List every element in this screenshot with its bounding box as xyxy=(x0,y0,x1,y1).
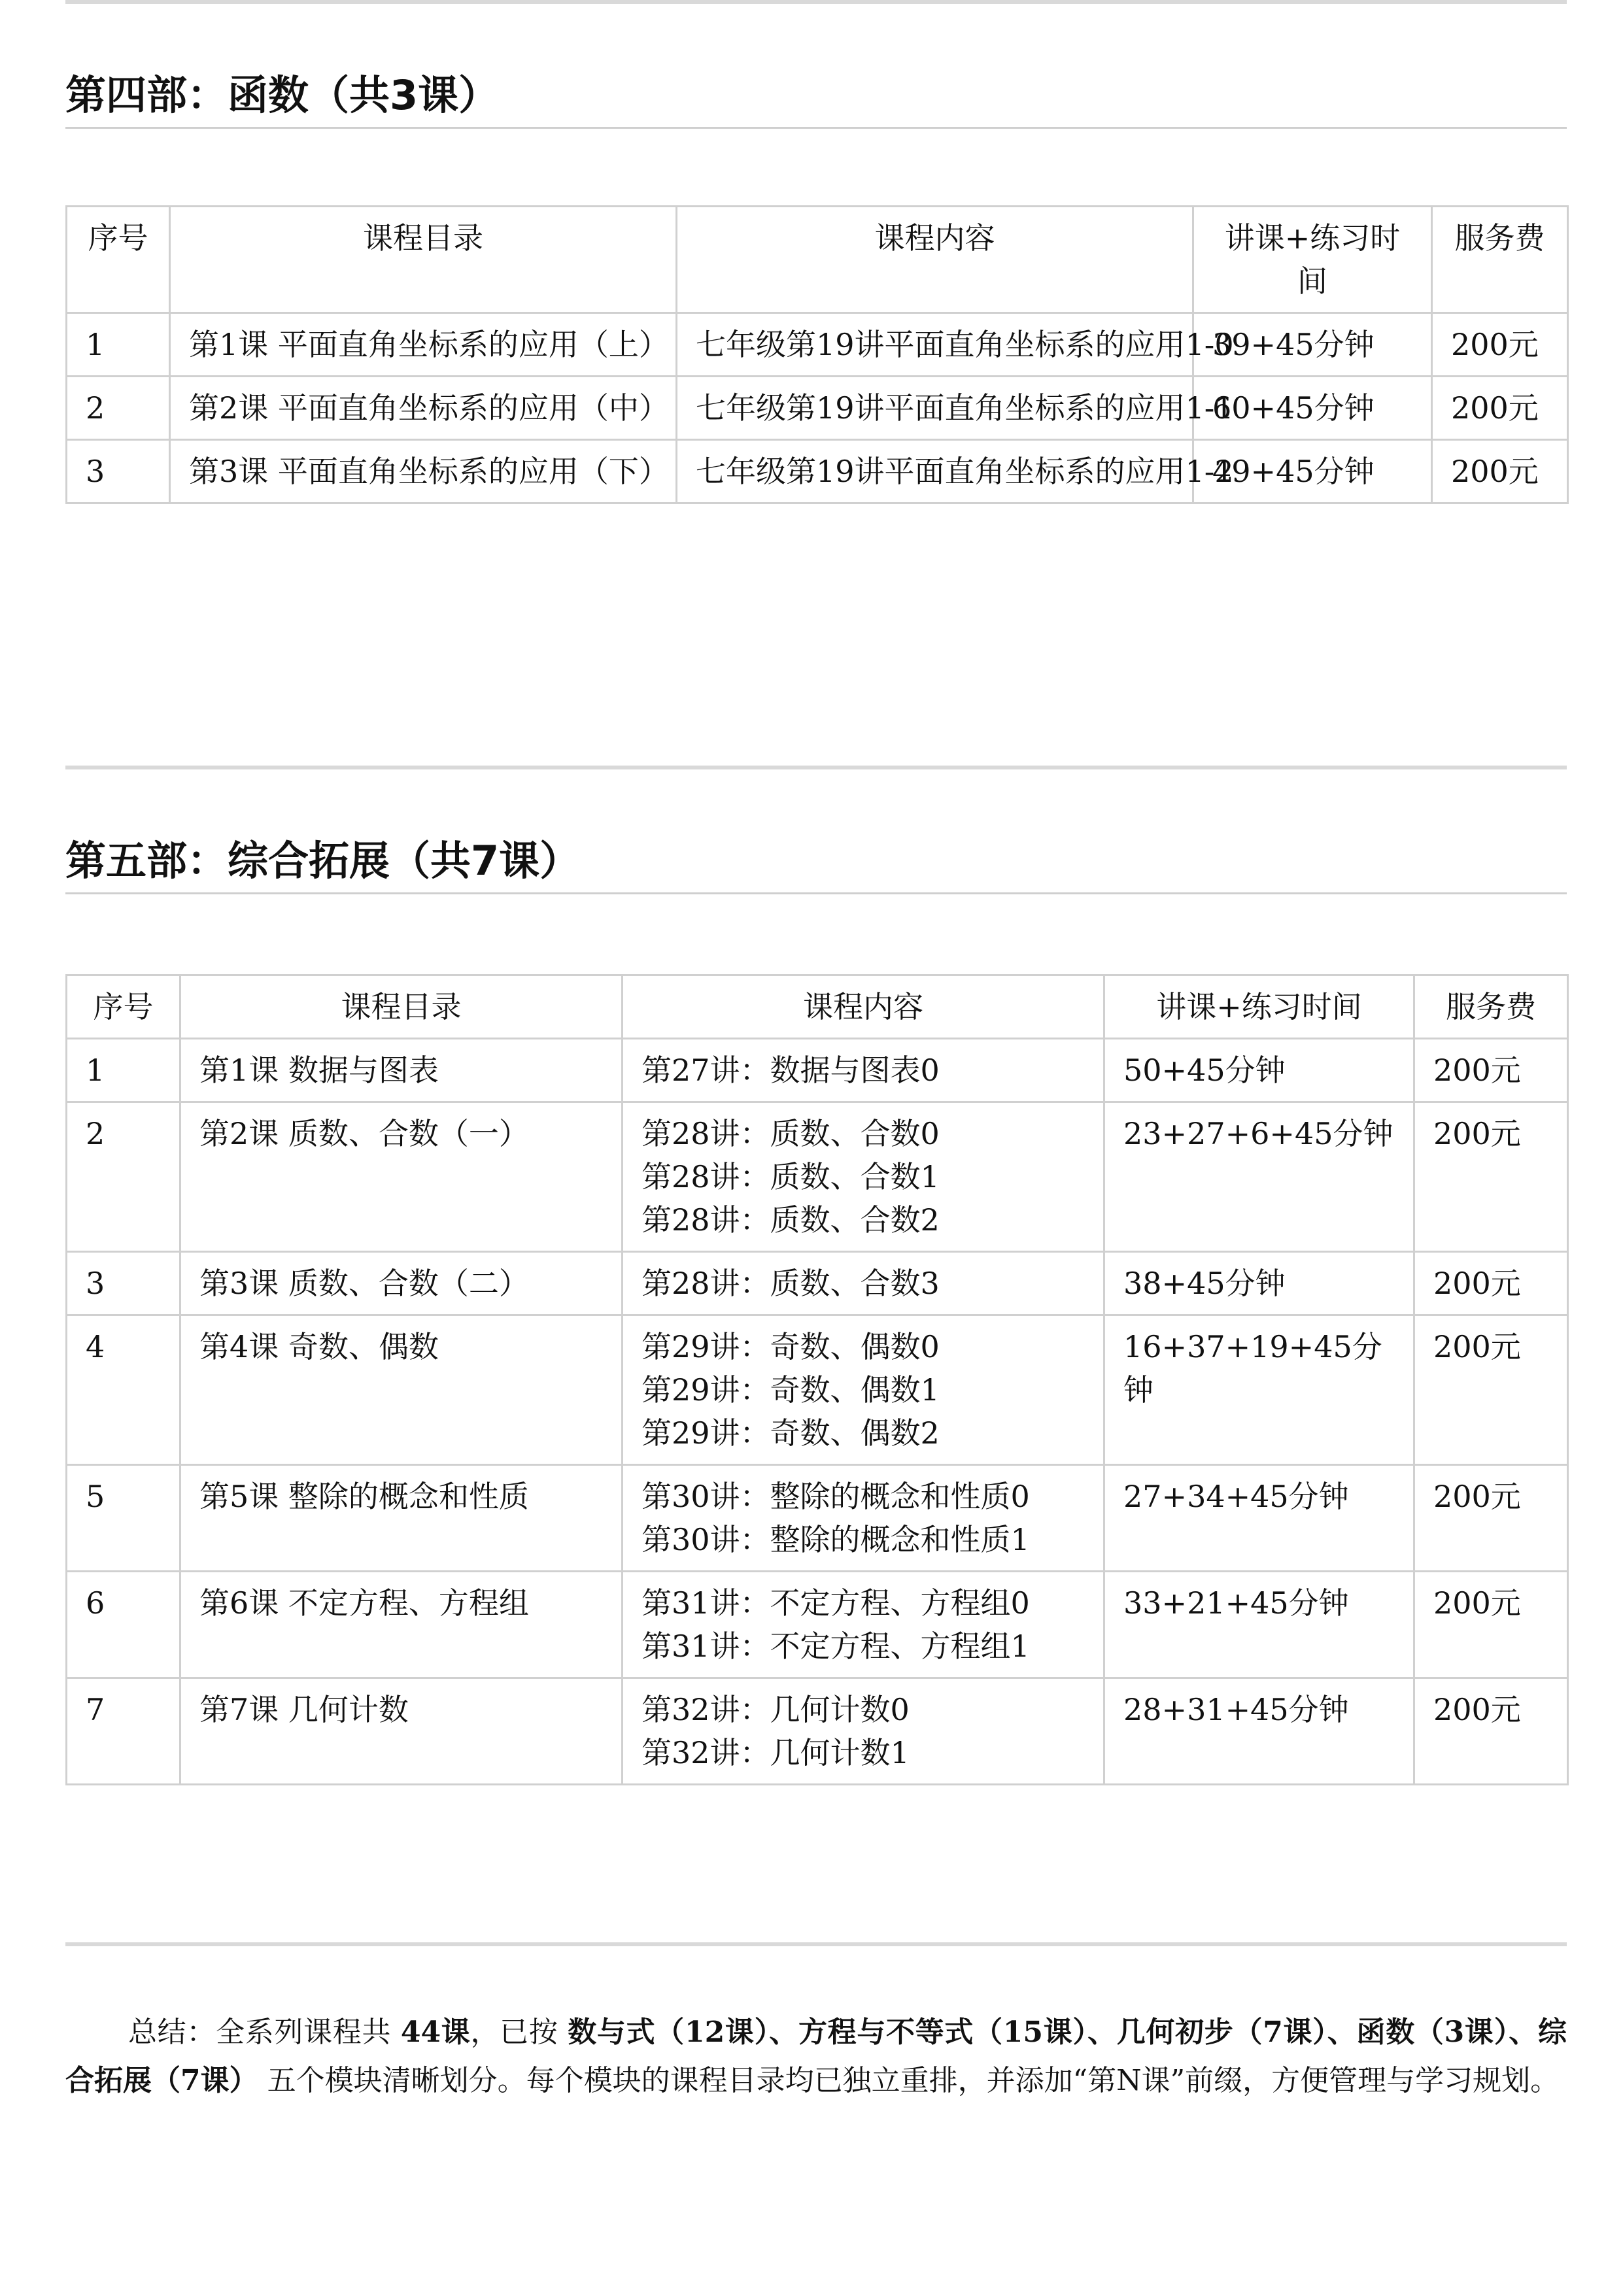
cell-fee: 200元 xyxy=(1414,1678,1568,1785)
summary-text-3: 五个模块清晰划分。每个模块的课程目录均已独立重排，并添加“第N课”前缀，方便管理与学习规划。 xyxy=(258,2064,1560,2097)
header-catalog: 课程目录 xyxy=(180,975,623,1039)
content-line: 七年级第19讲平面直角坐标系的应用1-2 xyxy=(696,454,1234,489)
cell-content xyxy=(623,1465,1104,1572)
content-line: 第32讲：几何计数0 xyxy=(641,1692,910,1727)
cell-content xyxy=(677,313,1234,377)
section-divider xyxy=(65,766,1567,769)
top-divider xyxy=(65,0,1567,4)
cell-time: 60+45分钟 xyxy=(1193,377,1432,440)
table-header-row xyxy=(67,207,1568,313)
cell-fee: 200元 xyxy=(1432,440,1568,503)
cell-content xyxy=(623,1102,1104,1252)
cell-fee: 200元 xyxy=(1414,1039,1568,1102)
content-line: 第29讲：奇数、偶数2 xyxy=(641,1415,940,1451)
content-line: 第32讲：几何计数1 xyxy=(641,1735,910,1770)
table-row xyxy=(67,1102,1568,1252)
content-line: 第28讲：质数、合数1 xyxy=(641,1159,940,1194)
table-row xyxy=(67,1039,1568,1102)
cell-time: 27+34+45分钟 xyxy=(1104,1465,1414,1572)
summary-divider xyxy=(65,1942,1567,1946)
cell-content xyxy=(623,1315,1104,1465)
content-line: 第30讲：整除的概念和性质1 xyxy=(641,1522,1030,1557)
cell-no: 2 xyxy=(67,1102,180,1252)
cell-title: 第5课 整除的概念和性质 xyxy=(180,1465,623,1572)
cell-title: 第2课 质数、合数（一） xyxy=(180,1102,623,1252)
cell-no: 3 xyxy=(67,1252,180,1315)
content-line: 第29讲：奇数、偶数0 xyxy=(641,1329,940,1364)
content-line: 第31讲：不定方程、方程组1 xyxy=(641,1629,1030,1664)
header-time: 讲课+练习时间 xyxy=(1193,207,1432,313)
cell-fee: 200元 xyxy=(1414,1572,1568,1678)
cell-fee: 200元 xyxy=(1414,1315,1568,1465)
content-line: 七年级第19讲平面直角坐标系的应用1-0 xyxy=(696,327,1234,362)
table-row xyxy=(67,1252,1568,1315)
table-row xyxy=(67,1678,1568,1785)
cell-no: 7 xyxy=(67,1678,180,1785)
cell-time: 23+27+6+45分钟 xyxy=(1104,1102,1414,1252)
summary-text-2: ，已按 xyxy=(470,2016,568,2049)
header-content: 课程内容 xyxy=(623,975,1104,1039)
cell-time: 16+37+19+45分钟 xyxy=(1104,1315,1414,1465)
content-line: 第31讲：不定方程、方程组0 xyxy=(641,1585,1030,1621)
header-fee: 服务费 xyxy=(1414,975,1568,1039)
header-time: 讲课+练习时间 xyxy=(1104,975,1414,1039)
table-row xyxy=(67,1465,1568,1572)
section-5-table xyxy=(65,974,1569,1785)
header-no: 序号 xyxy=(67,975,180,1039)
cell-content xyxy=(623,1252,1104,1315)
header-catalog: 课程目录 xyxy=(170,207,677,313)
summary-total: 44课 xyxy=(400,2016,471,2049)
cell-time: 33+21+45分钟 xyxy=(1104,1572,1414,1678)
cell-time: 38+45分钟 xyxy=(1104,1252,1414,1315)
cell-no: 5 xyxy=(67,1465,180,1572)
summary-label: 总结 xyxy=(128,2016,187,2049)
cell-fee: 200元 xyxy=(1432,313,1568,377)
cell-fee: 200元 xyxy=(1432,377,1568,440)
header-fee: 服务费 xyxy=(1432,207,1568,313)
summary-modules: 数与式（12课）、方程与不等式（15课）、几何初步（7课）、函数（3课）、综合拓展（7课） xyxy=(65,2016,1567,2097)
cell-no: 1 xyxy=(67,313,170,377)
content-line: 第28讲：质数、合数0 xyxy=(641,1116,940,1151)
table-row xyxy=(67,377,1568,440)
cell-title: 第4课 奇数、偶数 xyxy=(180,1315,623,1465)
cell-content xyxy=(677,440,1234,503)
section-4-title: 第四部：函数（共3课） xyxy=(65,69,1567,129)
section-4-table xyxy=(65,205,1569,504)
content-line: 第30讲：整除的概念和性质0 xyxy=(641,1479,1030,1514)
cell-content xyxy=(623,1678,1104,1785)
content-line: 第28讲：质数、合数2 xyxy=(641,1202,940,1238)
table-row xyxy=(67,1572,1568,1678)
cell-content xyxy=(677,377,1234,440)
table-row xyxy=(67,1315,1568,1465)
cell-title: 第6课 不定方程、方程组 xyxy=(180,1572,623,1678)
content-line: 第27讲：数据与图表0 xyxy=(641,1053,940,1088)
content-line: 第28讲：质数、合数3 xyxy=(641,1266,940,1301)
cell-fee: 200元 xyxy=(1414,1252,1568,1315)
summary-paragraph xyxy=(65,2008,1567,2105)
cell-time: 49+45分钟 xyxy=(1193,440,1432,503)
cell-time: 39+45分钟 xyxy=(1193,313,1432,377)
cell-title: 第7课 几何计数 xyxy=(180,1678,623,1785)
table-row xyxy=(67,440,1568,503)
table-row xyxy=(67,313,1568,377)
cell-no: 6 xyxy=(67,1572,180,1678)
cell-content xyxy=(623,1039,1104,1102)
content-line: 七年级第19讲平面直角坐标系的应用1-1 xyxy=(696,390,1234,426)
table-header-row xyxy=(67,975,1568,1039)
content-line: 第29讲：奇数、偶数1 xyxy=(641,1372,940,1408)
cell-title: 第3课 平面直角坐标系的应用（下） xyxy=(170,440,677,503)
header-content: 课程内容 xyxy=(677,207,1193,313)
cell-no: 1 xyxy=(67,1039,180,1102)
cell-fee: 200元 xyxy=(1414,1465,1568,1572)
cell-no: 2 xyxy=(67,377,170,440)
section-5-title: 第五部：综合拓展（共7课） xyxy=(65,835,1567,894)
cell-no: 3 xyxy=(67,440,170,503)
cell-title: 第1课 平面直角坐标系的应用（上） xyxy=(170,313,677,377)
cell-time: 28+31+45分钟 xyxy=(1104,1678,1414,1785)
cell-fee: 200元 xyxy=(1414,1102,1568,1252)
cell-no: 4 xyxy=(67,1315,180,1465)
cell-title: 第2课 平面直角坐标系的应用（中） xyxy=(170,377,677,440)
cell-content xyxy=(623,1572,1104,1678)
cell-title: 第3课 质数、合数（二） xyxy=(180,1252,623,1315)
summary-text-1: ：全系列课程共 xyxy=(186,2016,401,2049)
cell-time: 50+45分钟 xyxy=(1104,1039,1414,1102)
cell-title: 第1课 数据与图表 xyxy=(180,1039,623,1102)
header-no: 序号 xyxy=(67,207,170,313)
